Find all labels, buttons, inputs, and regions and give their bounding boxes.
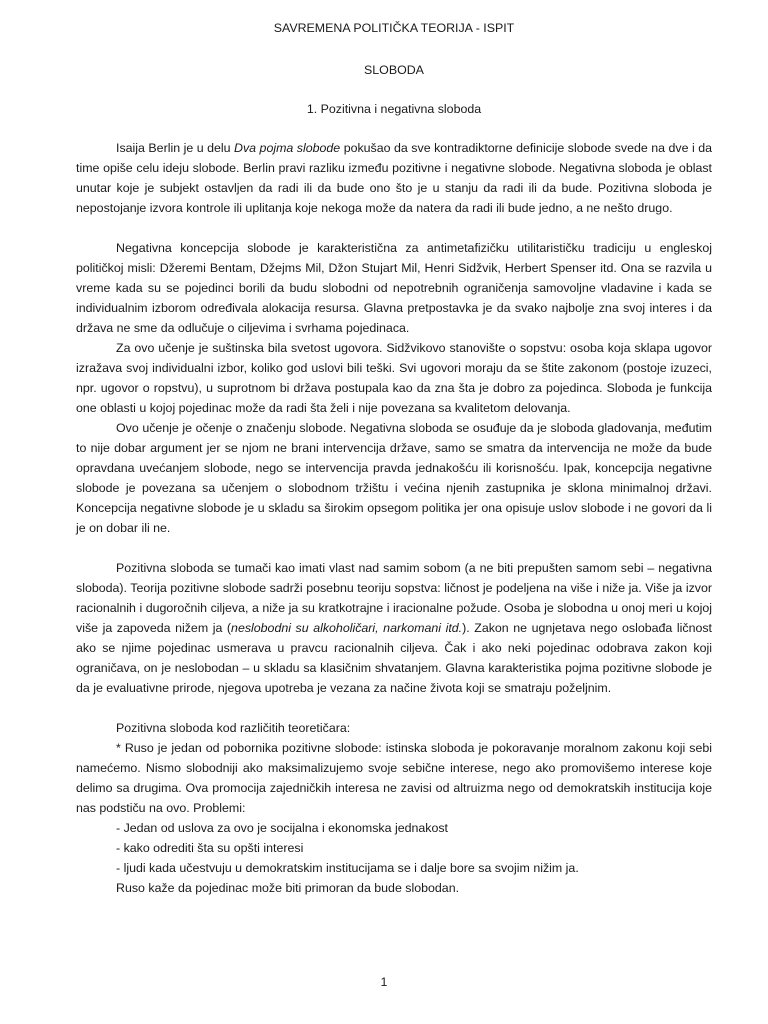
- paragraph-berlin: [76, 138, 712, 218]
- list-item: - kako odrediti šta su opšti interesi: [116, 841, 304, 855]
- document-title: SAVREMENA POLITIČKA TEORIJA - ISPIT: [273, 21, 515, 35]
- paragraph-text: Isaija Berlin je u delu: [116, 141, 235, 155]
- paragraph-rousseau: * Ruso je jedan od pobornika pozitivne slobode: istinska sloboda je pokoravanje moralnom zakonu koji sebi namećemo. Nismo slobodniji ako maksimalizujemo svoje sebične interese, nego ako promovišemo interese koje delimo sa drugima. Ova promocija zajedničkih interesa ne zavisi od altruizma nego od demokratskih institucija koje nas podstiču na ovo. Problemi:: [76, 741, 712, 815]
- document-page: [76, 18, 712, 898]
- paragraph-rousseau-conclusion: Ruso kaže da pojedinac može biti primoran da bude slobodan.: [116, 881, 460, 895]
- list-item: - Jedan od uslova za ovo je socijalna i ekonomska jednakost: [116, 821, 448, 835]
- page-number: 1: [380, 975, 388, 989]
- paragraph-contract: Za ovo učenje je suštinska bila svetost ugovora. Sidžvikovo stanovište o sopstvu: osoba koja sklapa ugovor izražava svoj individualni izbor, koliko god uslovi bili teški. Svi ugovori moraju da se štite zakonom (postoje izuzeci, npr. ugovor o ropstvu), u suprotnom bi država postupala kao da zna šta je dobro za pojedinca. Sloboda je funkcija one oblasti u kojoj pojedinac može da radi šta želi i nije povezana sa kvalitetom delovanja.: [76, 341, 712, 415]
- list-item: - ljudi kada učestvuju u demokratskim institucijama se i dalje bore sa svojim nižim ja.: [116, 861, 579, 875]
- paragraph-negative-concept: Negativna koncepcija slobode je karakteristična za antimetafizičku utilitarističku tradiciju u engleskoj političkoj misli: Džeremi Bentam, Džejms Mil, Džon Stujart Mil, Henri Sidžvik, Herbert Spenser itd. Ona se razvila u vreme kada su se pojedinci borili da budu slobodni od nepotrebnih ograničenja samovoljne vladavine i kada se individualnim izborom određivala alokacija resursa. Glavna pretpostavka je da svako najbolje zna svoj interes i da država ne sme da odlučuje o ciljevima i svrhama pojedinaca.: [76, 241, 712, 335]
- paragraph-theorists-heading: Pozitivna sloboda kod različitih teoretičara:: [116, 721, 351, 735]
- paragraph-text: pokušao da sve kontradiktorne definicije slobode svede na dve i da time opiše celu ideju slobode. Berlin pravi razliku između pozitivne i negativne slobode. Negativna sloboda je oblast unutar koje je subjekt ostavljen da radi ili da bude ono što je u stanju da radi ili da bude. Pozitivna sloboda je nepostojanje izvora kontrole ili uplitanja koje nekoga može da natera da radi ili bude jedno, a ne nešto drugo.: [76, 141, 712, 215]
- italic-example: neslobodni su alkoholičari, narkomani itd.: [231, 621, 463, 635]
- paragraph-positive-freedom: [76, 558, 712, 698]
- paragraph-evaluation: Ovo učenje je očenje o značenju slobode. Negativna sloboda se osuđuje da je sloboda gladovanja, međutim to nije dobar argument jer se njom ne brani intervencija države, samo se smatra da intervencija ne može da bude opravdana uvećanjem slobode, nego se intervencija pravda jednakošću ili korisnošću. Ipak, koncepcija negativne slobode je povezana sa učenjem o slobodnom tržištu i većina njenih zastupnika je sklona minimalnoj državi. Koncepcija negativne slobode je u skladu sa širokim opsegom politika jer ona opisuje uslov slobode i ne govori da li je on dobar ili ne.: [76, 421, 712, 535]
- book-title: Dva pojma slobode: [234, 141, 341, 155]
- paragraph-text: Pozitivna sloboda se tumači kao imati vlast nad samim sobom (a ne biti prepušten samom sebi – negativna sloboda). Teorija pozitivne slobode sadrži posebnu teoriju sopstva: ličnost je podeljena na više i niže ja. Više ja izvor racionalnih i dugoročnih ciljeva, a niže ja su kratkotrajne i iracionalne požude. Osoba je slobodna u onoj meri u kojoj više ja zapoveda nižem ja (: [76, 561, 712, 635]
- subsection-title: 1. Pozitivna i negativna sloboda: [306, 102, 482, 116]
- paragraph-text: ). Zakon ne ugnjetava nego oslobađa ličnost ako se njime pojedinac usmerava u pravcu racionalnih ciljeva. Čak i ako neki pojedinac odobrava zakon koji ograničava, on je neslobodan – u skladu sa klasičnim shvatanjem. Glavna karakteristika pojma pozitivne slobode je da je evaluativne prirode, njegova upotreba je vezana za načine života koji se smatraju poželjnim.: [76, 621, 712, 695]
- section-title: SLOBODA: [364, 63, 424, 77]
